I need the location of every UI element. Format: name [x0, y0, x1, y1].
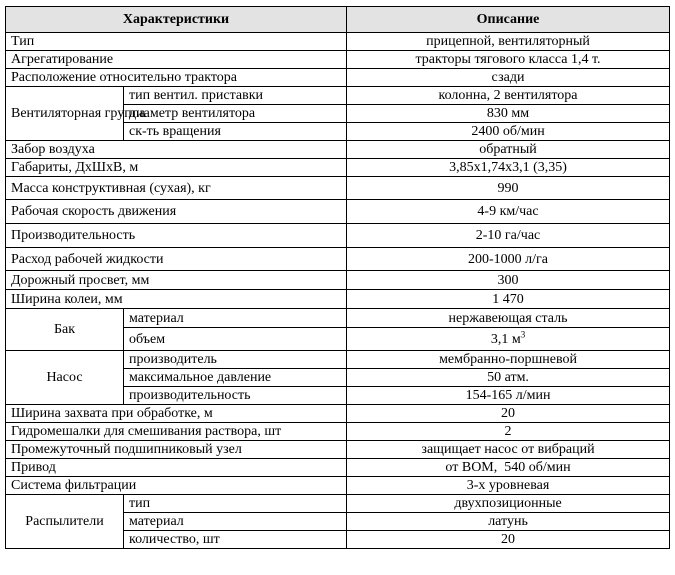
row-label: Габариты, ДхШхВ, м: [6, 159, 347, 177]
sub-label: производитель: [124, 351, 347, 369]
table-row: [6, 69, 670, 87]
sub-value: 50 атм.: [347, 369, 670, 387]
table-row: [6, 200, 670, 224]
table-row: [6, 290, 670, 309]
sub-label: производительность: [124, 387, 347, 405]
row-label: Ширина колеи, мм: [6, 290, 347, 309]
row-value: 2-10 га/час: [347, 224, 670, 248]
row-value: 2: [347, 423, 670, 441]
row-label: Привод: [6, 459, 347, 477]
sub-value: колонна, 2 вентилятора: [347, 87, 670, 105]
sub-value: нержавеющая сталь: [347, 309, 670, 328]
sub-label: объем: [124, 328, 347, 351]
sub-label: тип: [124, 495, 347, 513]
row-value: 200-1000 л/га: [347, 248, 670, 271]
row-value: 3,85х1,74х3,1 (3,35): [347, 159, 670, 177]
table-row: [6, 459, 670, 477]
sub-value: мембранно-поршневой: [347, 351, 670, 369]
table-row: [6, 477, 670, 495]
row-value: 990: [347, 177, 670, 200]
table-row: [6, 495, 670, 513]
specifications-table: [5, 6, 670, 549]
sub-label: материал: [124, 309, 347, 328]
row-value: 3-х уровневая: [347, 477, 670, 495]
row-label: Масса конструктивная (сухая), кг: [6, 177, 347, 200]
sub-value: 830 мм: [347, 105, 670, 123]
row-value: сзади: [347, 69, 670, 87]
row-label: Расход рабочей жидкости: [6, 248, 347, 271]
sub-label: тип вентил. приставки: [124, 87, 347, 105]
sub-value: 20: [347, 531, 670, 549]
group-label-tank: Бак: [6, 309, 124, 351]
table-row: [6, 33, 670, 51]
row-value: 4-9 км/час: [347, 200, 670, 224]
row-label: Тип: [6, 33, 347, 51]
table-row: [6, 309, 670, 328]
tank-volume-value: 3,1 м: [490, 331, 521, 347]
sub-value: 154-165 л/мин: [347, 387, 670, 405]
group-label-pump: Насос: [6, 351, 124, 405]
table-row: [6, 351, 670, 369]
row-label: Дорожный просвет, мм: [6, 271, 347, 290]
sub-label: ск-ть вращения: [124, 123, 347, 141]
table-row: [6, 224, 670, 248]
sub-label: диаметр вентилятора: [124, 105, 347, 123]
table-row: [6, 423, 670, 441]
sub-label: материал: [124, 513, 347, 531]
row-label: Ширина захвата при обработке, м: [6, 405, 347, 423]
sub-value: латунь: [347, 513, 670, 531]
sub-value: 2400 об/мин: [347, 123, 670, 141]
sub-label: максимальное давление: [124, 369, 347, 387]
table-row: [6, 51, 670, 69]
row-label: Система фильтрации: [6, 477, 347, 495]
row-value: 20: [347, 405, 670, 423]
table-row: [6, 159, 670, 177]
row-value: 1 470: [347, 290, 670, 309]
tank-volume-unit-exponent: 3: [520, 328, 526, 339]
row-label: Агрегатирование: [6, 51, 347, 69]
row-label: Рабочая скорость движения: [6, 200, 347, 224]
row-label: Гидромешалки для смешивания раствора, шт: [6, 423, 347, 441]
row-label: Расположение относительно трактора: [6, 69, 347, 87]
sub-value: двухпозиционные: [347, 495, 670, 513]
row-label: Производительность: [6, 224, 347, 248]
row-value: тракторы тягового класса 1,4 т.: [347, 51, 670, 69]
table-row: [6, 248, 670, 271]
header-description: Описание: [347, 7, 670, 33]
row-value: прицепной, вентиляторный: [347, 33, 670, 51]
row-value: защищает насос от вибраций: [347, 441, 670, 459]
row-value: обратный: [347, 141, 670, 159]
sub-label: количество, шт: [124, 531, 347, 549]
row-label: Промежуточный подшипниковый узел: [6, 441, 347, 459]
table-row: [6, 271, 670, 290]
header-characteristics: Характеристики: [6, 7, 347, 33]
row-value: 300: [347, 271, 670, 290]
table-row: [6, 441, 670, 459]
sub-value: [347, 328, 670, 351]
group-label-fan: Вентиляторная группа: [6, 87, 124, 141]
table-row: [6, 87, 670, 105]
row-label: Забор воздуха: [6, 141, 347, 159]
row-value: от ВОМ, 540 об/мин: [347, 459, 670, 477]
group-label-sprayers: Распылители: [6, 495, 124, 549]
table-row: [6, 177, 670, 200]
table-row: [6, 405, 670, 423]
table-row: [6, 141, 670, 159]
